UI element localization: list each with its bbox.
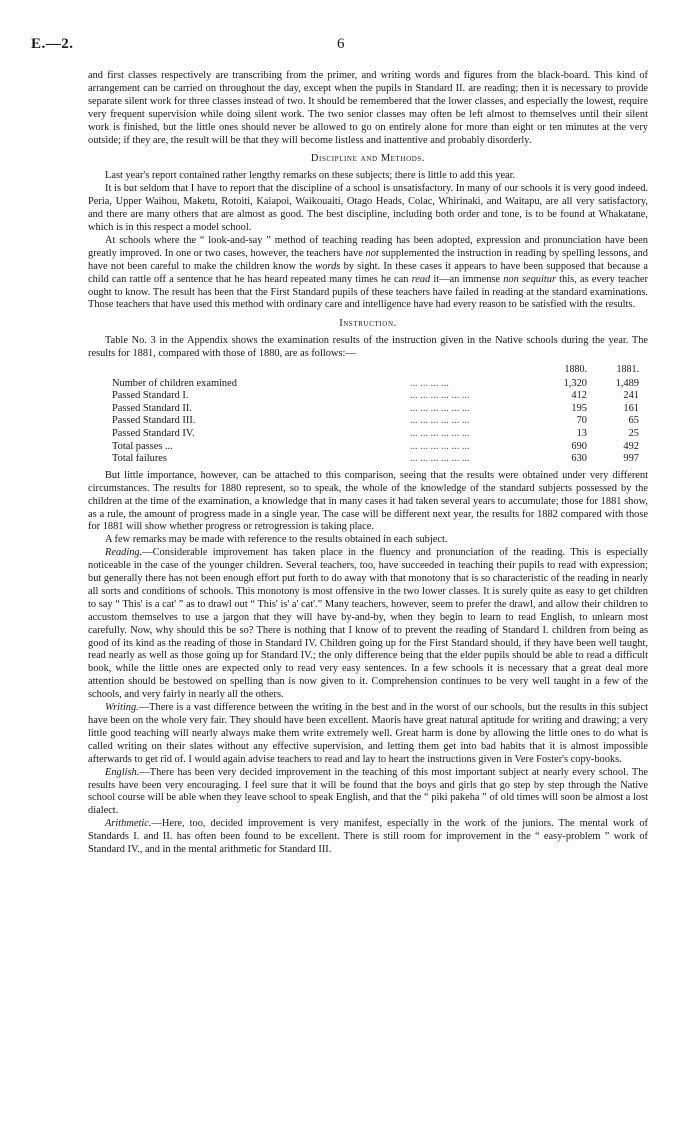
value-1881: 25 — [628, 428, 639, 439]
paragraph-discipline: It is but seldom that I have to report that the discipline of a school is unsatisfactory. In many of our schools it is very good indeed. Peria, Upper Waihou, Maketu, Rotoiti, Kaiapoi, Waikouaiti, Otago Heads, Colac, Whirinaki, and Waitapu, are all very satisfactory, and there are many others that are almost as good. The best discipline, including both order and tone, is to be found at Whakatane, which is in this respect a model school. — [88, 183, 648, 233]
section-heading-instruction: Instruction. — [339, 318, 397, 330]
paragraph-last-year: Last year's report contained rather lengthy remarks on these subjects; there is little to add this year. — [105, 170, 516, 182]
value-1881: 241 — [623, 390, 639, 402]
row-label: Number of children examined — [112, 377, 237, 389]
text-span: by sight. In these cases it appears to have been supposed that because a child can rattle off a sentence that he has heard repeated many times he can — [88, 260, 648, 285]
emphasis-words: words — [315, 260, 341, 272]
row-leader-dots: ... ... ... ... ... ... — [409, 440, 470, 452]
value-1880: 630 — [571, 453, 587, 465]
subject-lead-writing: Writing. — [105, 702, 139, 714]
paragraph-reading — [88, 547, 648, 702]
text-span: —Here, too, decided improvement is very manifest, especially in the work of the juniors. The mental work of Standards I. and II. has often been found to be excellent. There is still room for improvement in the “ easy-problem ” work of Standard IV., and in the mental arithmetic for Standard III. — [88, 818, 648, 856]
row-leader-dots: ... ... ... ... ... ... — [409, 390, 470, 402]
row-leader-dots: ... ... ... ... ... ... — [409, 415, 470, 427]
text-span: —There has been very decided improvement in the teaching of this most important subject at nearly every school. The results have been very encouraging. I feel sure that it will be found that the boys and girls that go step by step through the Native school course will be able when they leave school to speak English, and that the “ piki pakeha ” of old times will soon be almost a lost dialect. — [88, 766, 648, 817]
table-row — [88, 415, 643, 428]
paragraph-look-and-say — [88, 235, 648, 312]
subject-lead-arithmetic: Arithmetic. — [105, 818, 152, 830]
row-label: Passed Standard I. — [112, 390, 189, 402]
row-label: Passed Standard IV. — [112, 428, 195, 439]
row-label: Passed Standard II. — [112, 402, 192, 414]
paragraph-english — [88, 767, 648, 819]
value-1881: 997 — [623, 453, 639, 465]
emphasis-read: read — [411, 273, 431, 285]
value-1881: 1,489 — [615, 377, 639, 389]
document-body — [88, 70, 648, 857]
page-number: 6 — [337, 36, 345, 52]
table-header-blank — [410, 363, 539, 378]
paragraph-writing — [88, 702, 648, 767]
subject-lead-reading: Reading. — [105, 547, 143, 559]
emphasis-not: not — [365, 247, 379, 259]
value-1881: 65 — [628, 415, 639, 427]
text-span: At schools where the “ look-and-say ” method of teaching reading has been adopted, expression and pronunciation have been greatly improved. In one or two cases, however, the teachers have — [88, 234, 648, 259]
table-header-blank — [88, 363, 410, 378]
table-row — [88, 428, 643, 441]
table-header-row — [88, 363, 643, 378]
document-code: E.—2. — [31, 36, 74, 52]
row-label: Total failures — [112, 453, 167, 465]
column-header-1881: 1881. — [616, 364, 639, 376]
table-row — [88, 403, 643, 416]
row-label: Total passes ... — [112, 440, 173, 452]
table-row — [88, 378, 643, 391]
value-1880: 1,320 — [563, 377, 587, 389]
row-label: Passed Standard III. — [112, 415, 196, 427]
row-leader-dots: ... ... ... ... — [409, 377, 449, 389]
paragraph-comparison: But little importance, however, can be attached to this comparison, seeing that the results were obtained under very different circumstances. The results for 1880 represent, so to speak, the whole of the knowledge of the standard subjects possessed by the children at the time of the examination, a knowledge that in many cases it had taken several years to accumulate; those for 1881 show, as a rule, the amount of progress made in a single year. The case will be different next year, the results for 1882 compared with those for 1881 will show whether progress or retrogression is taking place. — [88, 469, 648, 533]
paragraph-arithmetic — [88, 818, 648, 857]
table-row — [88, 453, 643, 466]
row-leader-dots: ... ... ... ... ... ... — [409, 402, 470, 414]
value-1880: 195 — [571, 402, 587, 414]
text-span: it—an immense — [430, 273, 504, 285]
value-1880: 412 — [571, 390, 587, 402]
row-leader-dots: ... ... ... ... ... ... — [409, 453, 470, 465]
value-1880: 690 — [571, 440, 587, 452]
row-leader-dots: ... ... ... ... ... ... — [409, 428, 470, 439]
section-heading-discipline: Discipline and Methods. — [310, 153, 426, 165]
text-span: —There is a vast difference between the writing in the best and in the worst of our schools, but the results in this subject have been on the whole very fair. They should have been excellent. Maoris have great natural aptitude for writing and drawing; a very little good teaching will nearly always make them write extremely well. Great harm is done by allowing the little ones to do what is called writing on their slates without any effective supervision, and letting them get into bad habits that it is almost impossible afterwards to get rid of. I would again advise teachers to read and lay to heart the instructions given in Vere Foster's copy-books. — [88, 702, 648, 765]
text-span: supplemented the instruction in reading by spelling lessons, and have not been careful to make the children know the — [88, 247, 648, 272]
table-row — [88, 390, 643, 403]
paragraph-table-intro: Table No. 3 in the Appendix shows the examination results of the instruction given in the Native schools during the year. The results for 1881, compared with those of 1880, are as follows:— — [88, 335, 648, 360]
subject-lead-english: English. — [105, 766, 140, 778]
emphasis-non-sequitur: non sequitur — [503, 273, 557, 285]
value-1880: 70 — [576, 415, 587, 427]
paragraph-continuation: and first classes respectively are transcribing from the primer, and writing words and figures from the black-board. This kind of arrangement can be carried on throughout the day, except when the pupils in Standard II. are reading; then it is necessary to provide separate silent work for three classes instead of two. It should be remembered that the lower classes, and especially the lowest, require very frequent supervision while doing silent work. The two senior classes may often be left almost to themselves until their silent work is finished, but the little ones should never be allowed to go on entirely alone for more than eight or ten minutes at the very outside; if they are, the result will be that they will become listless and inattentive and probably disorderly. — [88, 70, 648, 146]
results-table — [88, 363, 643, 466]
text-span: —Considerable improvement has taken place in the fluency and pronunciation of the reading. This is especially noticeable in the case of the younger children. Several teachers, too, have succeeded in teaching their pupils to read with expression; but generally there has not been enough effort put forth to do away with that monotony that is so characteristic of the reading in nearly all sorts and conditions of schools. This monotony is most offensive in the two lower classes. It is surely quite as easy to get children to say “ This' is a cat' ” as to drawl out “ This' is' a' cat'.” Many teachers, however, seem to prefer the drawl, and allow their children to accustom themselves to use a jargon that they will have by-and-by, when they begin to learn to read English, to unlearn most carefully. Now, why should this be so? There is nothing that I know of to prevent the reading of Standard I. children from being as good of its kind as the reading of those in Standard IV. Children going up for the First Standard should, if they have been well taught, read nearly as well as those going up for Standard IV.; the only difference being that the elder pupils should be able to read a difficult book, while the little ones are expected only to read very easy sentences. In a few schools it is necessary that a great deal more attention should be bestowed on spelling than is now given to it. Comprehension continues to be very well taught in a few of the schools, and very fairly in nearly all the others. — [88, 547, 648, 701]
value-1881: 161 — [623, 402, 639, 414]
table-row — [88, 441, 643, 454]
value-1881: 492 — [623, 440, 639, 452]
column-header-1880: 1880. — [564, 364, 587, 376]
text-span: this, as every teacher ought to know. The result has been that the First Standard pupils of these teachers have failed in reading at the standard examinations. Those teachers that have used this method with ordinary care and intelligence have had every reason to be satisfied with the results. — [88, 273, 648, 311]
value-1880: 13 — [576, 428, 587, 439]
paragraph-remarks: A few remarks may be made with reference to the results obtained in each subject. — [105, 534, 448, 546]
